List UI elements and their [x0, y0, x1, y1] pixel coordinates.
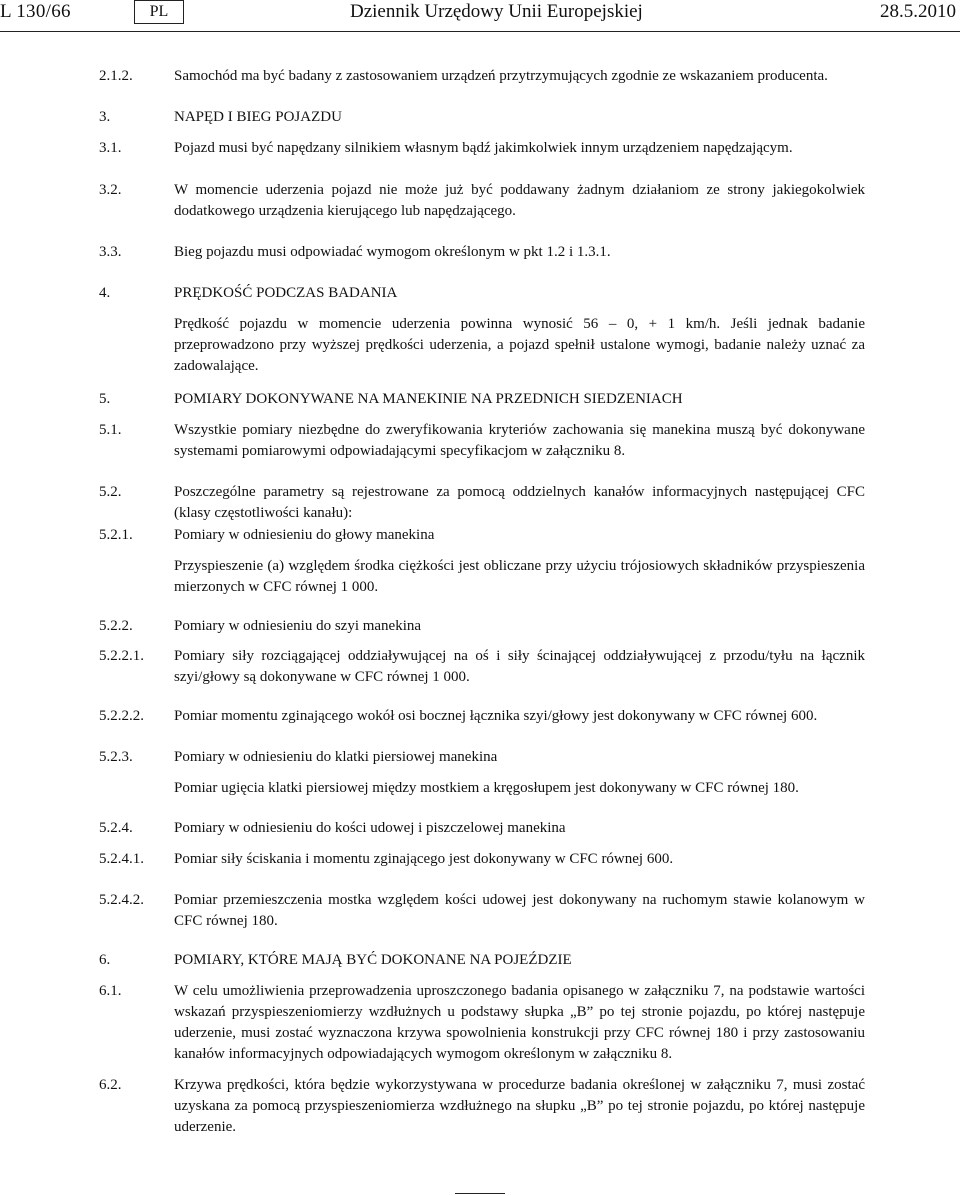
publication-date: 28.5.2010: [880, 1, 956, 22]
section-item: [99, 981, 865, 1065]
section-number: 4.: [99, 285, 111, 301]
section-text: W celu umożliwienia przeprowadzenia uproszczonego badania opisanego w załączniku 7, na podstawie wartości wskazań przyspieszeniomierzy wzdłużnych u podstawy słupka „B” po tej stronie pojazdu, po której następuje uderzenie, musi zostać wyznaczona krzywa spowolnienia konstrukcji przy CFC równej 180 i przy zastosowaniu kanałów informacyjnych odpowiadających wymogom określonym w załączniku 8.: [174, 983, 865, 1062]
section-text: Prędkość pojazdu w momencie uderzenia powinna wynosić 56 – 0, + 1 km/h. Jeśli jednak badanie przeprowadzono przy wyższej prędkości uderzenia, a pojazd spełnił ustalone wymogi, badanie należy uznać za zadowalające.: [174, 316, 865, 374]
section-paragraph: [99, 314, 865, 377]
section-item: [99, 1075, 865, 1138]
section-text: Poszczególne parametry są rejestrowane za pomocą oddzielnych kanałów informacyjnych następującej CFC (klasy częstotliwości kanału):: [174, 484, 865, 521]
section-paragraph: [99, 556, 865, 598]
section-number: 5.2.2.2.: [99, 708, 144, 724]
section-number: 5.2.3.: [99, 749, 133, 765]
section-text: POMIARY, KTÓRE MAJĄ BYĆ DOKONANE NA POJEŹDZIE: [174, 952, 572, 968]
section-paragraph: [99, 778, 865, 799]
section-heading: [99, 525, 865, 546]
section-text: Pomiar ugięcia klatki piersiowej między mostkiem a kręgosłupem jest dokonywany w CFC równej 180.: [174, 780, 799, 796]
section-heading: [99, 283, 865, 304]
language-badge: PL: [134, 0, 184, 24]
section-number: 3.3.: [99, 244, 122, 260]
section-item: [99, 849, 865, 870]
section-number: 6.2.: [99, 1077, 122, 1093]
section-heading: [99, 389, 865, 410]
section-number: 3.2.: [99, 182, 122, 198]
section-number: 6.1.: [99, 983, 122, 999]
section-item: [99, 482, 865, 524]
section-number: 5.2.2.1.: [99, 648, 144, 664]
section-heading: [99, 616, 865, 637]
section-item: [99, 420, 865, 462]
section-text: Pomiary w odniesieniu do szyi manekina: [174, 618, 422, 634]
section-text: Pomiar momentu zginającego wokół osi bocznej łącznika szyi/głowy jest dokonywany w CFC równej 600.: [174, 708, 818, 724]
journal-title: Dziennik Urzędowy Unii Europejskiej: [350, 1, 643, 22]
section-heading: [99, 747, 865, 768]
section-number: 5.2.4.: [99, 820, 133, 836]
section-item: [99, 138, 865, 159]
section-heading: [99, 950, 865, 971]
section-text: Samochód ma być badany z zastosowaniem urządzeń przytrzymujących zgodnie ze wskazaniem producenta.: [174, 68, 828, 84]
section-text: Pomiar siły ściskania i momentu zginającego jest dokonywany w CFC równej 600.: [174, 851, 674, 867]
section-number: 2.1.2.: [99, 68, 133, 84]
section-number: 5.1.: [99, 422, 122, 438]
section-number: 5.2.2.: [99, 618, 133, 634]
section-number: 5.2.4.2.: [99, 892, 144, 908]
footer-rule: [455, 1193, 505, 1194]
section-item: [99, 180, 865, 222]
page-reference: L 130/66: [0, 1, 71, 22]
section-text: Pomiary w odniesieniu do głowy manekina: [174, 527, 435, 543]
section-text: Pomiary siły rozciągającej oddziaływującej na oś i siły ścinającej oddziaływującej z przodu/tyłu na łącznik szyi/głowy są dokonywane w CFC równej 1 000.: [174, 648, 865, 685]
section-number: 5.: [99, 391, 111, 407]
section-text: Pomiary w odniesieniu do kości udowej i piszczelowej manekina: [174, 820, 566, 836]
header-rule: [0, 31, 960, 32]
section-text: Przyspieszenie (a) względem środka ciężkości jest obliczane przy użyciu trójosiowych składników przyspieszenia mierzonych w CFC równej 1 000.: [174, 558, 865, 595]
section-item: [99, 646, 865, 688]
section-number: 6.: [99, 952, 111, 968]
section-text: Pojazd musi być napędzany silnikiem własnym bądź jakimkolwiek innym urządzeniem napędzającym.: [174, 140, 793, 156]
section-heading: [99, 107, 865, 128]
section-item: [99, 66, 865, 87]
section-item: [99, 890, 865, 932]
section-text: PRĘDKOŚĆ PODCZAS BADANIA: [174, 285, 398, 301]
section-text: Bieg pojazdu musi odpowiadać wymogom określonym w pkt 1.2 i 1.3.1.: [174, 244, 611, 260]
section-text: Pomiar przemieszczenia mostka względem kości udowej jest dokonywany na ruchomym stawie kolanowym w CFC równej 180.: [174, 892, 865, 929]
section-number: 5.2.1.: [99, 527, 133, 543]
section-text: NAPĘD I BIEG POJAZDU: [174, 109, 342, 125]
section-text: Wszystkie pomiary niezbędne do zweryfikowania kryteriów zachowania się manekina muszą być dokonywane systemami pomiarowymi odpowiadającymi specyfikacjom w załączniku 8.: [174, 422, 865, 459]
section-item: [99, 242, 865, 263]
section-number: 3.: [99, 109, 111, 125]
section-text: W momencie uderzenia pojazd nie może już być poddawany żadnym działaniom ze strony jakiegokolwiek dodatkowego urządzenia kierującego lub napędzającego.: [174, 182, 865, 219]
section-number: 5.2.4.1.: [99, 851, 144, 867]
section-item: [99, 706, 865, 727]
section-text: POMIARY DOKONYWANE NA MANEKINIE NA PRZEDNICH SIEDZENIACH: [174, 391, 683, 407]
section-text: Krzywa prędkości, która będzie wykorzystywana w procedurze badania określonej w załączniku 7, musi zostać uzyskana za pomocą przyspieszeniomierza wzdłużnego na słupku „B” po tej stronie pojazdu, po której następuje uderzenie.: [174, 1077, 865, 1135]
section-heading: [99, 818, 865, 839]
section-number: 3.1.: [99, 140, 122, 156]
page-header: [0, 0, 960, 30]
section-text: Pomiary w odniesieniu do klatki piersiowej manekina: [174, 749, 498, 765]
section-number: 5.2.: [99, 484, 122, 500]
